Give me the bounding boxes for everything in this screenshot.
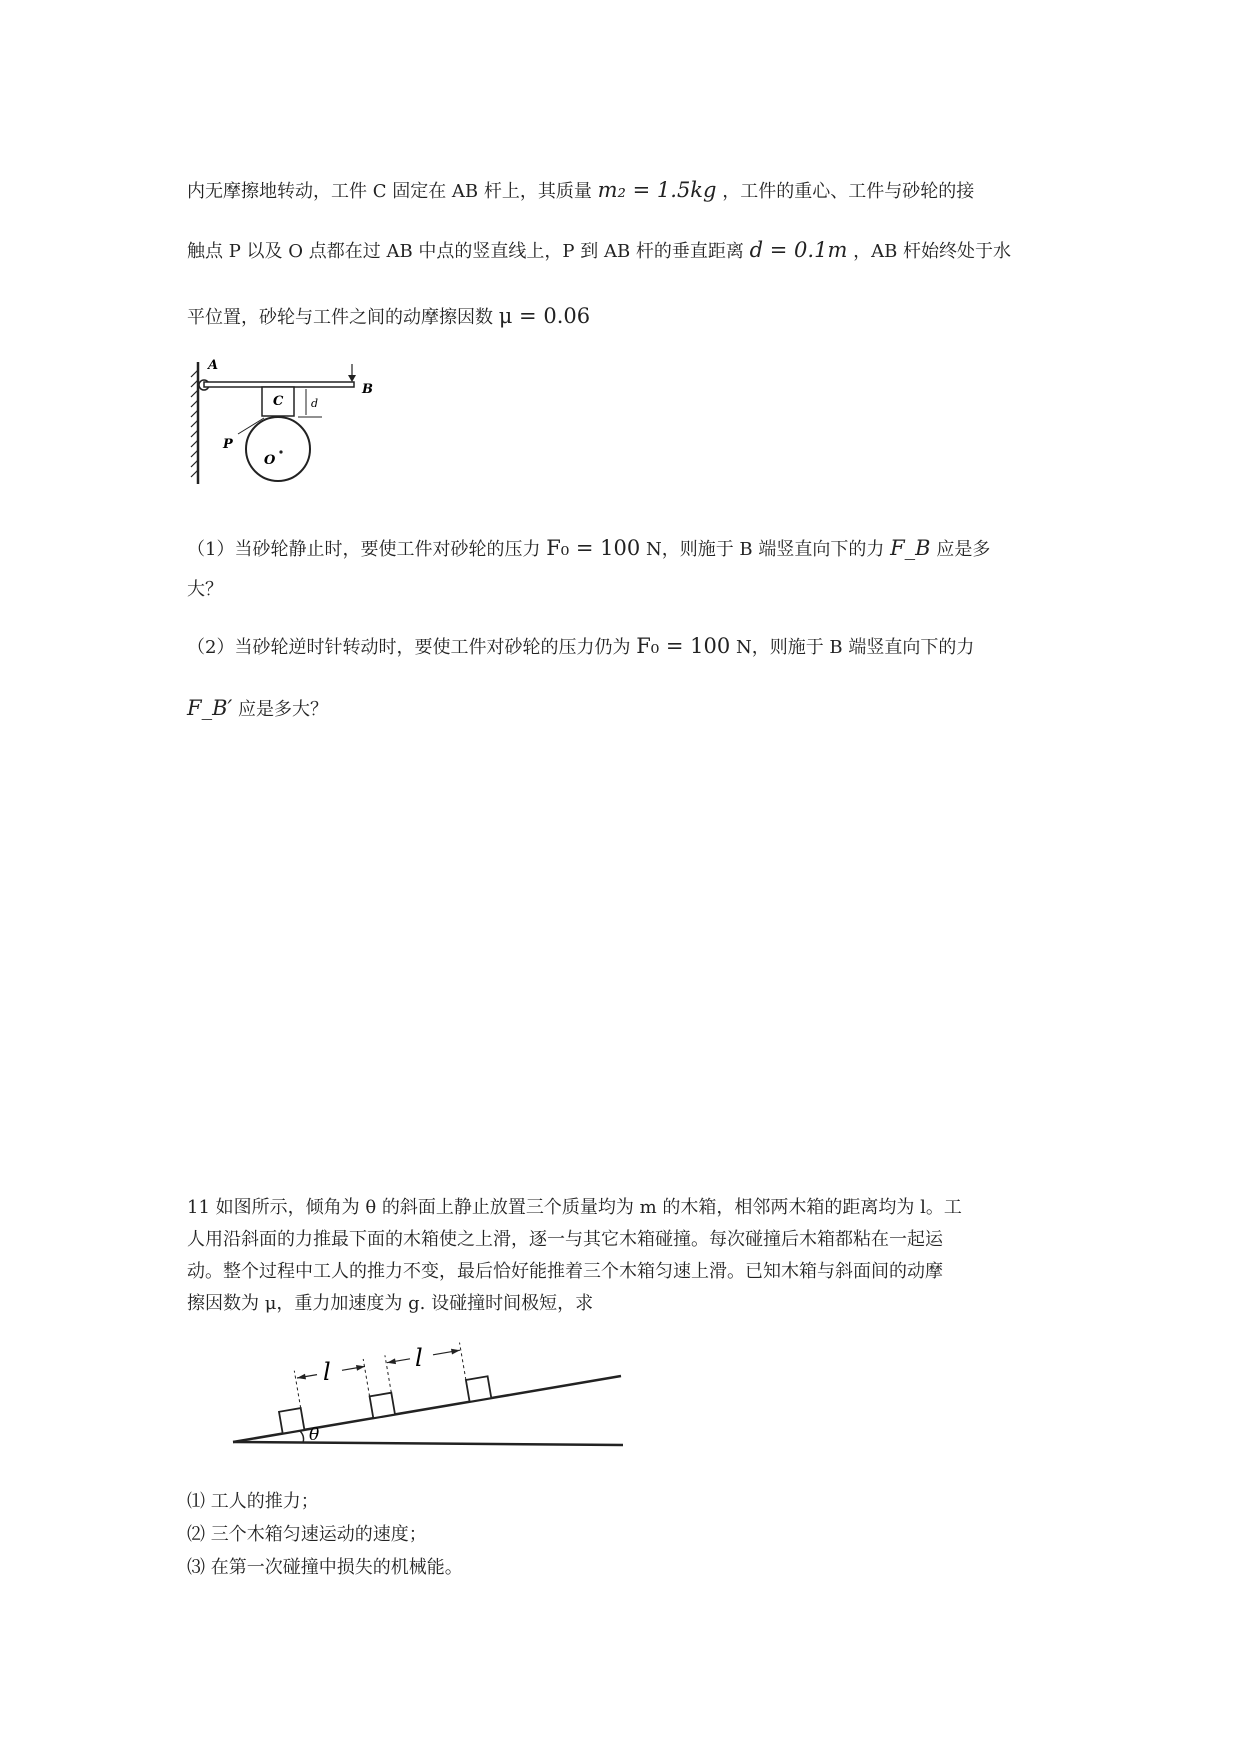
q10-line-3-text-a: 平位置，砂轮与工件之间的动摩擦因数: [187, 307, 493, 328]
label-d: d: [311, 397, 319, 410]
label-l1: l: [323, 1358, 331, 1386]
force-arrowhead: [348, 375, 356, 382]
q11-item-3: ⑶ 在第一次碰撞中损失的机械能。: [187, 1557, 463, 1578]
q10-line-1-text-b: ，工件的重心、工件与砂轮的接: [722, 181, 975, 202]
dimension-lines: [297, 1350, 460, 1378]
arrow-l2-left: [387, 1358, 396, 1364]
q10-sub2-line-1: [187, 634, 974, 660]
q11-item-1: ⑴ 工人的推力；: [187, 1491, 319, 1512]
box-1: [279, 1408, 304, 1433]
grinding-wheel: [246, 417, 310, 481]
arrow-l1-left: [297, 1374, 306, 1380]
fb-symbol-1: F_B: [890, 536, 931, 560]
q10-sub2-text-a: （2）当砂轮逆时针转动时，要使工件对砂轮的压力仍为: [187, 637, 631, 658]
q10-sub2-line-2: [187, 696, 328, 722]
distance-formula: d = 0.1m: [749, 238, 848, 262]
label-o: O: [264, 453, 276, 468]
friction-coefficient-formula: μ = 0.06: [498, 304, 591, 328]
box-2: [370, 1393, 395, 1418]
arrow-l1-right: [356, 1365, 365, 1371]
q11-item-2: ⑵ 三个木箱匀速运动的速度；: [187, 1524, 427, 1545]
wheel-center: [279, 450, 282, 453]
q11-line-2: 人用沿斜面的力推最下面的木箱使之上滑，逐一与其它木箱碰撞。每次碰撞后木箱都粘在一起运: [187, 1229, 943, 1250]
f0-formula-1: F₀ = 100: [546, 536, 641, 560]
q10-line-3: [187, 304, 590, 330]
q10-sub2-text-b: N，则施于 B 端竖直向下的力: [735, 637, 975, 658]
label-b: B: [362, 382, 373, 397]
f0-formula-2: F₀ = 100: [636, 634, 731, 658]
label-theta: θ: [309, 1425, 320, 1445]
q10-sub1-text-a: （1）当砂轮静止时，要使工件对砂轮的压力: [187, 539, 541, 560]
q10-line-2-text-b: ，AB 杆始终处于水: [853, 241, 1012, 262]
q10-sub1-text-c: 应是多: [936, 539, 991, 560]
incline-figure: [225, 1340, 625, 1480]
q10-line-2: [187, 238, 1011, 264]
q10-sub1-text-b: N，则施于 B 端竖直向下的力: [645, 539, 885, 560]
q10-line-1: [187, 178, 974, 204]
mass-formula: m₂ = 1.5kg: [597, 178, 717, 202]
q10-line-2-text-a: 触点 P 以及 O 点都在过 AB 中点的竖直线上，P 到 AB 杆的垂直距离: [187, 241, 744, 262]
q10-line-1-text-a: 内无摩擦地转动，工件 C 固定在 AB 杆上，其质量: [187, 181, 592, 202]
rod-wheel-figure: [188, 352, 428, 492]
ground-line: [233, 1442, 623, 1445]
q10-sub2-text-c: 应是多大？: [238, 699, 329, 720]
label-c: C: [273, 394, 284, 409]
fb-prime-symbol: F_B′: [187, 696, 233, 720]
angle-arc: [300, 1431, 304, 1443]
label-p: P: [223, 437, 233, 452]
q11-line-3: 动。整个过程中工人的推力不变，最后恰好能推着三个木箱匀速上滑。已知木箱与斜面间的动摩: [187, 1261, 943, 1282]
q10-sub1-text-d: 大？: [187, 579, 223, 600]
q11-line-4: 擦因数为 μ，重力加速度为 g. 设碰撞时间极短，求: [187, 1293, 594, 1314]
box-3: [466, 1376, 491, 1401]
arrow-l2-right: [451, 1349, 460, 1355]
q10-sub1-line-2: [187, 578, 223, 602]
label-a: A: [208, 358, 219, 373]
q11-line-1: 11 如图所示，倾角为 θ 的斜面上静止放置三个质量均为 m 的木箱，相邻两木箱的距离均为 l。工: [187, 1197, 962, 1218]
label-l2: l: [415, 1344, 423, 1372]
q10-sub1-line-1: [187, 536, 990, 562]
